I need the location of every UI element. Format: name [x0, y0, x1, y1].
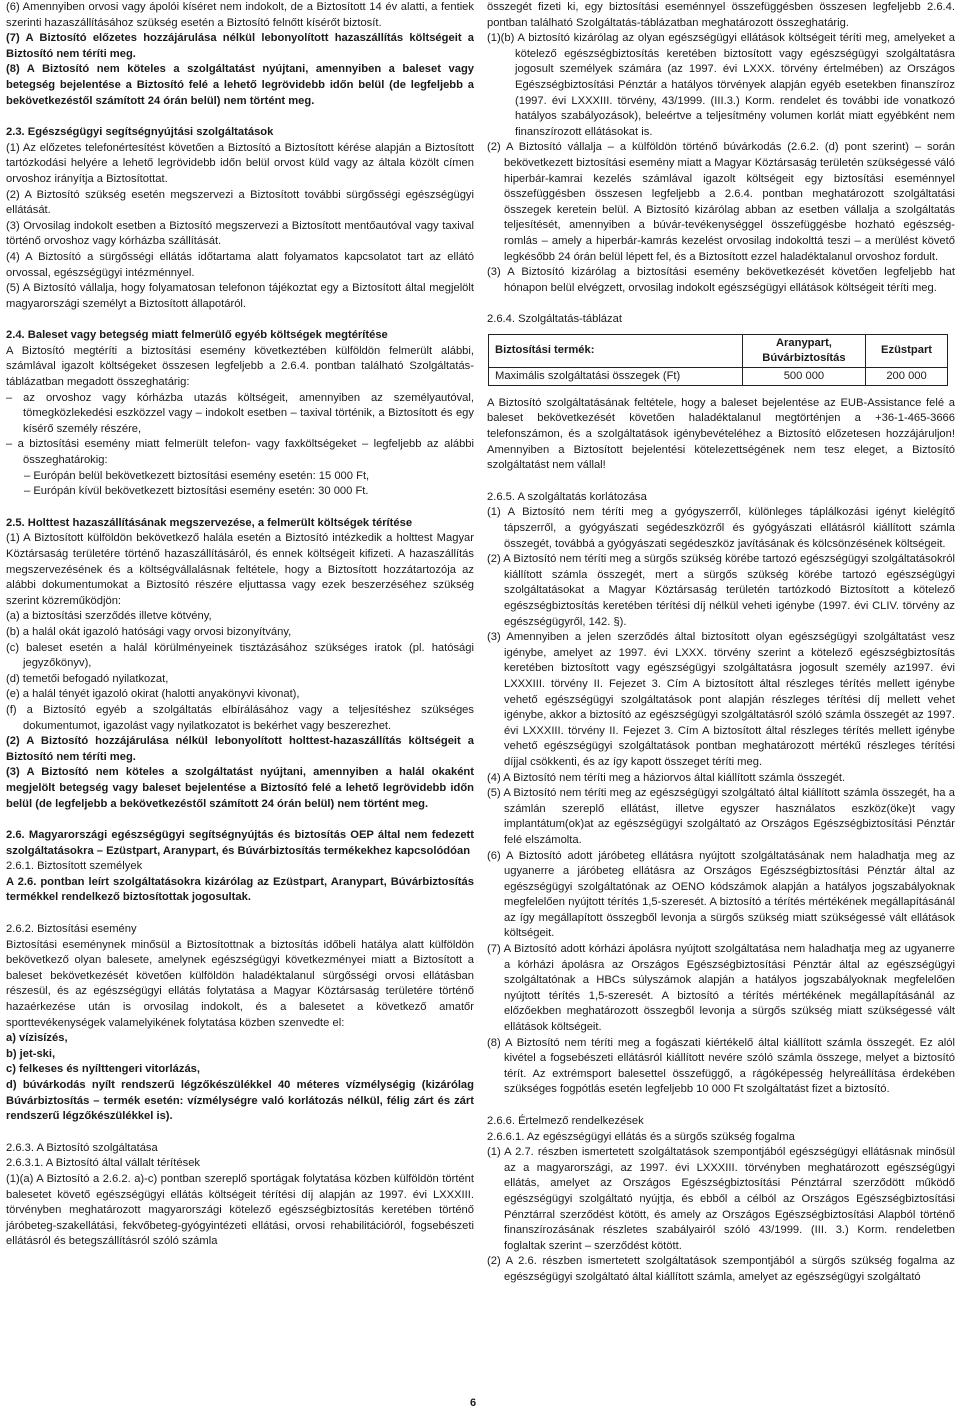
s264-heading: 2.6.4. Szolgáltatás-táblázat — [487, 313, 622, 326]
table-cell-aranypart: 500 000 — [742, 367, 865, 385]
s2631-item-3: (3) A Biztosító kizárólag a biztosítási esemény bekövetkezését követően legfeljebb hat hónapon belül elvégzett, orvosilag indokolt egészségügyi ellátások költségeit téríti meg. — [487, 266, 955, 294]
s262-item-d: d) búvárkodás nyílt rendszerű légzőkészülékkel 40 méteres vízmélységig (kizárólag Búvárbiztosítás – termék esetén: vízmélységre való korlátozás nélkül, félig zárt és zárt rendszerű légzőkészülékkel is). — [6, 1079, 474, 1123]
table-cell-label: Maximális szolgáltatási összegek (Ft) — [489, 367, 743, 385]
s266-heading: 2.6.6. Értelmező rendelkezések — [487, 1115, 644, 1127]
s23-item-1: (1) Az előzetes telefonértesítést követően a Biztosító a Biztosított kérése alapján a Biztosított tartózkodási helyére a lehető legrövidebb időn belül orvost küld vagy az általa közölt címen orvoshoz irányítja a Biztosítottat. — [6, 141, 474, 185]
section-2-4-title: 2.4. Baleset vagy betegség miatt felmerülő egyéb költségek megtérítése — [6, 329, 388, 342]
continuation-text: összegét fizeti ki, egy biztosítási eseménnyel összefüggésben összesen legfeljebb 2.6.4. pontban található Szolgáltatás-táblázatban meghatározott összeghatárig. — [487, 1, 955, 29]
s25-item-a: (a) a biztosítási szerződés illetve kötvény, — [6, 610, 212, 623]
s24-dash-2: – a biztosítási esemény miatt felmerült telefon- vagy faxköltségeket – legfeljebb az alábbi összeghatárokig: — [6, 438, 474, 467]
table-header-row — [489, 334, 948, 367]
table-cell-ezustpart: 200 000 — [866, 367, 948, 385]
s265-item-3: (3) Amennyiben a jelen szerződés által biztosított olyan egészségügyi szolgáltatást vesz igénybe, amelyet az 1997. évi LXXX. törvény szerint a kötelező egészségbiztosítás keretében biztosított vagy egészségügyi szolgáltatásra jogosult személy az1997. évi LXXXIII. törvény II. Fejezet 3. Cím A biztosított által részleges térítés mellett igénybe vehető egészségügyi szolgáltatások pont alapján részleges térítési díj mellett vehet igénybe, akkor a biztosító az egészségügyi szolgáltatásról szóló számla összegét az 1997. évi LXXXIII. törvény II. Fejezet 3. Cím A biztosított által részleges térítés mellett igénybe vehető egészségügyi szolgáltatások pontban meghatározott mértékű részleges térítési díjjal csökkenti, és az így kapott összeget téríti meg. — [487, 631, 955, 768]
s25-item-3: (3) A Biztosító nem köteles a szolgáltatást nyújtani, amennyiben a halál okaként megjelölt betegség vagy baleset bejelentése a Biztosító felé a lehető legrövidebb időn belül (de legfeljebb a bekövetkezéstől számított 24 órán belül) nem történt meg. — [6, 766, 474, 810]
table-header-aranypart-line2: Búvárbiztosítás — [762, 351, 846, 364]
s261-text: A 2.6. pontban leírt szolgáltatásokra kizárólag az Ezüstpart, Aranypart, Búvárbiztosítás termékkel rendelkező biztosítottak jogosultak. — [6, 875, 474, 904]
s25-item-c: (c) baleset esetén a halál körülményeinek tisztázásához szükséges iratok (pl. hatósági jegyzőkönyv), — [6, 641, 474, 670]
service-condition: A Biztosító szolgáltatásának feltétele, hogy a baleset bejelentése az EUB-Assistance felé a baleset bekövetkezését követően haladéktalanul megtörténjen a +36-1-465-3666 telefonszámon, és a szolgáltatások igénybevételéhez a Biztosító előzetesen hozzájáruljon! Amennyiben a Biztosított bejelentési kötelezettségének nem tesz eleget, a Biztosító szolgáltatást nem vállal! — [487, 396, 955, 472]
s2631-heading: 2.6.3.1. A Biztosító által vállalt térítések — [6, 1157, 201, 1170]
para-8: (8) A Biztosító nem köteles a szolgáltatást nyújtani, amennyiben a baleset vagy betegség bejelentése a Biztosító felé a lehető legrövidebb időn belül (de legfeljebb a bekövetkezéstől számított 24 órán belül) nem történt meg. — [6, 63, 474, 107]
s24-intro: A Biztosító megtéríti a biztosítási esemény következtében külföldön felmerült alábbi, számlával igazolt költségeket összesen legfeljebb a 2.6.4. pontban található Szolgáltatás-táblázatban megadott összeghatárig: — [6, 344, 474, 389]
s265-item-4: (4) A Biztosító nem téríti meg a háziorvos által kiállított számla összegét. — [487, 771, 846, 784]
section-2-3-title: 2.3. Egészségügyi segítségnyújtási szolgáltatások — [6, 126, 274, 139]
s23-item-2: (2) A Biztosító szükség esetén megszervezi a Biztosított további sürgősségi egészségügyi ellátását. — [6, 188, 474, 217]
s25-item-b: (b) a halál okát igazoló hatósági vagy orvosi bizonyítvány, — [6, 625, 292, 638]
page-number: 6 — [470, 1397, 477, 1409]
s2631-item-1b: (1)(b) A biztosító kizárólag az olyan egészségügyi ellátások költségeit téríti meg, amelyeket a kötelező egészségbiztosítás keretében biztosított vagy egészségügyi szolgáltatásra jogosult személyek számára (az 1997. évi LXXX. törvény értelmében) az Országos Egészségbiztosítási Pénztár a hatályos törvények alapján egyéb esetekben finanszíroz (1997. évi LXXXIII. törvény, 43/1999. (III.3.) Korm. rendelet és további ide vonatkozó hatályos szabályozások), beleértve a teljesítmény volumen korlát miatt egyébként nem finanszírozott ellátásokat is. — [487, 32, 955, 138]
s24-dash-3: – Európán belül bekövetkezett biztosítási esemény esetén: 15 000 Ft, — [24, 469, 370, 482]
s2631-item-2: (2) A Biztosító vállalja – a külföldön történő búvárkodás (2.6.2. (d) pont szerint) – során bekövetkezett biztosítási esemény miatt a Magyar Köztársaság területén szükségessé váló hiperbár-kamrai kezelés számlával igazolt költségeit egy biztosítási eseménnyel összefüggésben összesen legfeljebb a 2.6.4. pontban meghatározott szolgáltatási összegek keretein belül. A Biztosító kizárólag abban az esetben vállalja a szolgáltatás teljesítését, amennyiben a búvár-tevékenységgel összefüggésbe hozható egészség-romlás – amely a hiperbár-kamrás kezelést orvosilag indokolttá teszi – a merülést követő legkésőbb 24 órán belül lépett fel, és a Biztosított ezzel haladéktalanul orvoshoz fordult. — [487, 141, 955, 263]
s24-dash-1: – az orvoshoz vagy kórházba utazás költségeit, amennyiben az személyautóval, tömegközlekedési eszközzel vagy – indokolt esetben – taxival történik, a Biztosított és egy kísérő személy részére, — [6, 391, 474, 435]
s25-item-2: (2) A Biztosító hozzájárulása nélkül lebonyolított holttest-hazaszállítás költségeit a Biztosító nem téríti meg. — [6, 735, 474, 763]
s261-heading: 2.6.1. Biztosított személyek — [6, 860, 143, 873]
s25-item-f: (f) a Biztosító egyéb a szolgáltatás elbírálásához vagy a teljesítéshez szükséges dokumentumot, igazolást vagy nyilatkozatot is bekérhet vagy beszerezhet. — [6, 703, 474, 732]
s265-item-2: (2) A Biztosító nem téríti meg a sürgős szükség körébe tartozó egészségügyi szolgáltatásokról kiállított számla összegét, mert a sürgős szükség körébe tartozó egészségügyi szolgáltatásokat a Magyar Köztársaság területén tartózkodó Biztosított a kötelező egészségbiztosítás keretében térítési díj nélkül veheti igénybe (1997. évi CLIV. törvény az egészségügyről, 142. §). — [487, 553, 955, 628]
right-column — [487, 0, 955, 1286]
s23-item-3: (3) Orvosilag indokolt esetben a Biztosító megszervezi a Biztosított mentőautóval vagy taxival történő orvoshoz vagy kórházba szállítását. — [6, 219, 474, 248]
s2661-item-2: (2) A 2.6. részben ismertetett szolgáltatások szempontjából a sürgős szükség fogalma az egészségügyi szolgáltató által kiállított számla, amelyet az egészségügyi szolgáltató — [487, 1255, 955, 1283]
service-table — [488, 334, 948, 386]
para-6: (6) Amennyiben orvosi vagy ápolói kíséret nem indokolt, de a Biztosított 14 év alatti, a fentiek szerinti hazaszállításához szükség esetén a Biztosító felnőtt kísérőt biztosít. — [6, 1, 474, 29]
s262-text: Biztosítási eseménynek minősül a Biztosítottnak a biztosítás időbeli hatálya alatt külföldön bekövetkező olyan balesete, amelynek egészségügyi következményei miatt a Biztosított a baleset bekövetkezését követően külföldön haladéktalanul sürgősségi orvosi ellátásban részesül, és az egészségügyi ellátás folytatása a Magyar Köztársaság területére történő hazaérkezése után is orvosilag indokolt, és a balesetet a következő amatőr sporttevékenységek valamelyikének folytatása közben szenvedte el: — [6, 938, 474, 1029]
s2661-item-1: (1) A 2.7. részben ismertetett szolgáltatások szempontjából egészségügyi ellátásnak minősül az a magyarországi, az 1997. évi LXXXIII. törvényben meghatározott egészségügyi ellátás, amelyet az Országos Egészségbiztosítási Pénztárral szerződött működő egészségügyi szolgáltató nyújtja, és ebből a célból az Országos Egészségbiztosítási Pénztárral szerződést kötött, és amely az Országos Egészségbiztosítási Alapból történő finanszírozásának részletes szabályairól szóló 43/1999. (III. 3.) Korm. rendeletben foglaltak szerint – szerződést kötött. — [487, 1146, 955, 1252]
table-row — [489, 367, 948, 385]
section-2-5-title: 2.5. Holttest hazaszállításának megszervezése, a felmerült költségek térítése — [6, 516, 413, 529]
s25-item-d: (d) temetői befogadó nyilatkozat, — [6, 672, 169, 685]
s262-heading: 2.6.2. Biztosítási esemény — [6, 923, 137, 936]
s265-item-5: (5) A Biztosító nem téríti meg az egészségügyi szolgáltató által kiállított számla összegét, ha a számlán szereplő ellátást, illetve egyszer használatos eszköz(öke)t vagy implantátum(ok)at az egészségügyi szolgáltató az Országos Egészségbiztosítási Pénztár felé elszámolta. — [487, 787, 955, 846]
s265-heading: 2.6.5. A szolgáltatás korlátozása — [487, 490, 647, 503]
table-header-product: Biztosítási termék: — [489, 334, 743, 367]
table-header-ezustpart: Ezüstpart — [866, 334, 948, 367]
s2631-text: (1)(a) A Biztosító a 2.6.2. a)-c) pontban szereplő sportágak folytatása közben külföldön történt balesetet követő egészségügyi ellátás költségeit térítési díj alapján az 1997. évi LXXXIII. törvényben meghatározott magyarországi kötelező egészségbiztosítás keretében történő járóbeteg-szakellátási, fekvőbeteg-gyógyintézeti ellátási, orvosi rehabilitációról, fogsebészeti ellátásról és betegszállításról szóló számla — [6, 1172, 474, 1248]
s23-item-4: (4) A Biztosító a sürgősségi ellátás időtartama alatt folyamatos kapcsolatot tart az ellátó orvossal, egészségügyi intézménnyel. — [6, 250, 474, 279]
s2661-heading: 2.6.6.1. Az egészségügyi ellátás és a sürgős szükség fogalma — [487, 1130, 795, 1143]
section-2-6-title: 2.6. Magyarországi egészségügyi segítségnyújtás és biztosítás OEP által nem fedezett szolgáltatásokra – Ezüstpart, Aranypart, és Búvárbiztosítás termékekhez kapcsolódóan — [6, 829, 474, 857]
s263-heading: 2.6.3. A Biztosító szolgáltatása — [6, 1141, 158, 1154]
s265-item-7: (7) A Biztosító adott kórházi ápolásra nyújtott szolgáltatása nem haladhatja meg az ugyanerre a kórházi ápolásra az Országos Egészségbiztosítási Pénztár által az egészségügyi szolgáltatónak a HBCs súlyszámok alapján a hatályos jogszabályoknak megfelelően nyújtott térítés 1,5-szeresét. A biztosító a térítés mértékének megállapításánál az előzőekben meghatározott összegből levonja a sürgős szükség miatt szükségessé vált ellátások költségeit. — [487, 943, 955, 1034]
s262-item-c: c) felkeses és nyílttengeri vitorlázás, — [6, 1063, 201, 1076]
para-7: (7) A Biztosító előzetes hozzájárulása nélkül lebonyolított hazaszállítás költségeit a Biztosító nem téríti meg. — [6, 32, 474, 60]
s265-item-6: (6) A Biztosító adott járóbeteg ellátásra nyújtott szolgáltatásának nem haladhatja meg az ugyanerre a járóbeteg ellátásra az Országos Egészségbiztosítási Pénztár által az egészségügyi szolgáltatónak az OENO kódszámok alapján a hatályos jogszabályoknak megfelelően nyújtott térítés 1,5-szeresét. A biztosító a térítés mértékének megállapításánál az így megállapított összegből levonja a sürgős szükség miatt szükségessé vált ellátások költségeit. — [487, 849, 955, 940]
table-header-aranypart — [742, 334, 865, 367]
s23-item-5: (5) A Biztosító vállalja, hogy folyamatosan telefonon tájékoztat egy a Biztosított által megjelölt magyarországi személyt a Biztosított állapotáról. — [6, 282, 474, 310]
s262-item-a: a) vízisízés, — [6, 1032, 68, 1045]
s262-item-b: b) jet-ski, — [6, 1047, 56, 1060]
s25-item-e: (e) a halál tényét igazoló okirat (halotti anyakönyvi kivonat), — [6, 688, 300, 701]
s265-item-1: (1) A Biztosító nem téríti meg a gyógyszerről, különleges táplálkozási igényt kielégítő tápszerről, a gyógyászati segédeszközről és gyógyászati ellátásról kiállított számla összegét, továbbá a gyógyászati segédeszköz javításának és kölcsönzésének költségeit. — [487, 506, 955, 550]
left-column — [6, 0, 474, 1250]
table-header-aranypart-line1: Aranypart, — [775, 336, 832, 349]
s24-dash-4: – Európán kívül bekövetkezett biztosítási esemény esetén: 30 000 Ft. — [24, 485, 369, 498]
s25-item-1: (1) A Biztosított külföldön bekövetkező halála esetén a Biztosító intézkedik a holttest Magyar Köztársaság területére történő hazaszállításáról, és ennek költségeit kifizeti. A hazaszállítás megszervezésének és a költségvállalásnak feltétele, hogy a Biztosított hozzátartozója az alábbi dokumentumokat a Biztosító részére eljuttassa vagy ezek beszerzéséhez szükség szerint közreműködjön: — [6, 532, 474, 607]
s265-item-8: (8) A Biztosító nem téríti meg a fogászati kiértékelő által kiállított számla összegét. Ez alól kivétel a fogsebészeti ellátásról kiállított nevére szóló számla összege, melyet a biztosító térít. Az extrémsport balesettel összefüggő, a rágóképesség helyreállítása érdekében szükséges fogpótlás esetén legfeljebb 10 000 Ft szolgáltatást fizet a biztosító. — [487, 1036, 955, 1096]
